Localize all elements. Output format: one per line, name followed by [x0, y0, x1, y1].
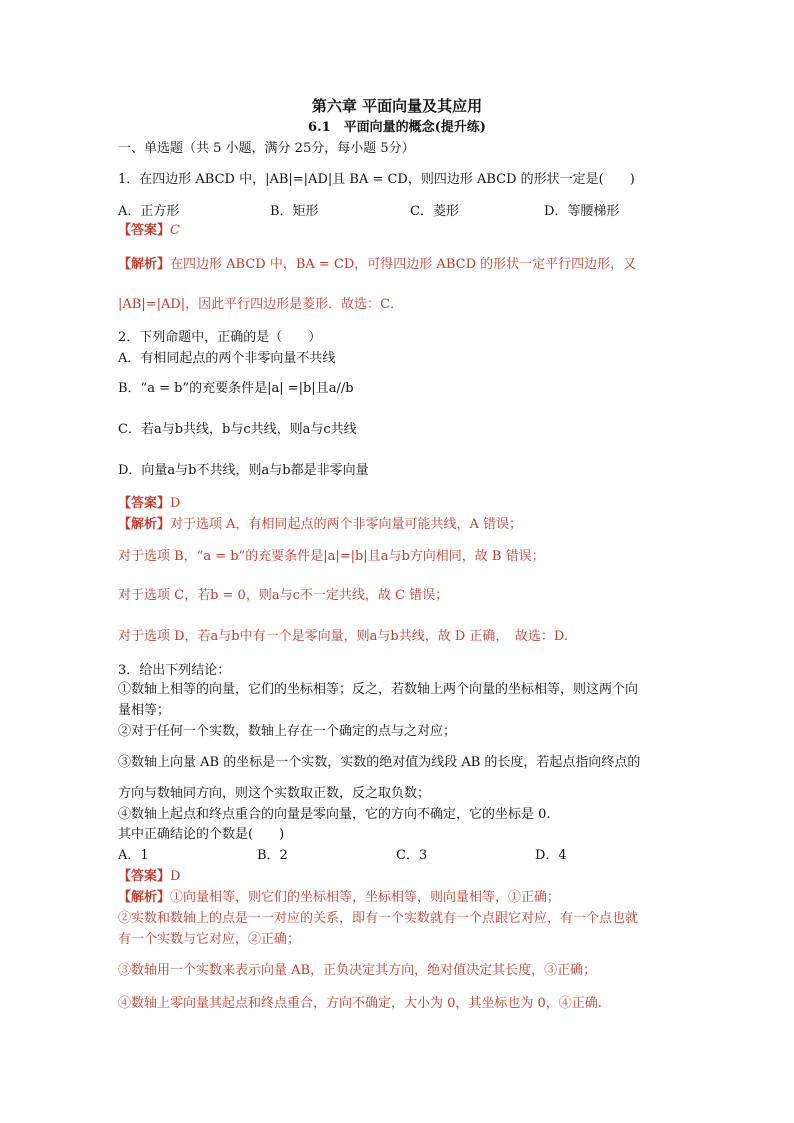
q2-answer	[118, 495, 180, 513]
answer-value: C	[170, 223, 180, 238]
answer-value: D	[170, 869, 181, 884]
q3-item2: ②对于任何一个实数，数轴上存在一个确定的点与之对应；	[118, 724, 457, 739]
q3-analysis-line3: 有一个实数与它对应，②正确；	[118, 932, 301, 947]
q3-option-a: A．1	[118, 848, 149, 863]
q1-analysis-line1	[118, 256, 636, 274]
analysis-text: 在四边形 ABCD 中，BA = CD，可得四边形 ABCD 的形状一定平行四边形，又	[170, 257, 637, 272]
q1-answer	[118, 222, 180, 240]
analysis-text: ①向量相等，则它们的坐标相等，坐标相等，则向量相等，①正确；	[170, 890, 561, 905]
q3-option-c: C．3	[396, 848, 428, 863]
answer-value: D	[170, 496, 181, 511]
q3-analysis-line2: ②实数和数轴上的点是一一对应的关系，即有一个实数就有一个点跟它对应，有一个点也就	[118, 911, 639, 926]
q3-option-d: D．4	[535, 848, 567, 863]
q3-options	[118, 847, 567, 865]
q1-analysis-line2: |AB|=|AD|，因此平行四边形是菱形．故选：C．	[118, 297, 404, 312]
q2-analysis-line2: 对于选项 B，“a = b”的充要条件是|a|=|b|且a与b方向相同，故 B 错误；	[118, 549, 545, 564]
q1-option-a: A．正方形	[118, 204, 180, 219]
q1-options	[118, 203, 619, 221]
q3-item1-line1: ①数轴上相等的向量，它们的坐标相等；反之，若数轴上两个向量的坐标相等，则这两个向	[118, 682, 639, 697]
q3-option-b: B．2	[257, 848, 288, 863]
answer-tag: 【答案】	[118, 496, 171, 511]
q3-item4: ④数轴上起点和终点重合的向量是零向量，它的方向不确定，它的坐标是 0.	[118, 807, 551, 822]
q2-analysis-line3: 对于选项 C，若b = 0，则a与c不一定共线，故 C 错误；	[118, 588, 449, 603]
q3-stem: 3．给出下列结论：	[118, 663, 231, 678]
q3-analysis-line5: ④数轴上零向量其起点和终点重合，方向不确定，大小为 0，其坐标也为 0，④正确.	[118, 996, 602, 1011]
q2-option-d: D．向量a与b不共线，则a与b都是非零向量	[118, 463, 369, 478]
q3-item3-line2: 方向与数轴同方向，则这个实数取正数，反之取负数；	[118, 786, 431, 801]
q2-option-b: B．“a = b”的充要条件是|a| =|b|且a//b	[118, 381, 354, 396]
q1-option-b: B．矩形	[270, 204, 319, 219]
q3-item1-line2: 量相等；	[118, 703, 171, 718]
q2-analysis-line1	[118, 516, 522, 534]
q3-analysis-line1	[118, 889, 560, 907]
analysis-tag: 【解析】	[118, 257, 171, 272]
analysis-tag: 【解析】	[118, 890, 171, 905]
answer-tag: 【答案】	[118, 223, 171, 238]
q3-item3-line1: ③数轴上向量 AB 的坐标是一个实数，实数的绝对值为线段 AB 的长度，若起点指向终点的	[118, 755, 641, 770]
q2-option-a: A．有相同起点的两个非零向量不共线	[118, 351, 336, 366]
q3-question: 其中正确结论的个数是( )	[118, 827, 285, 842]
q3-answer	[118, 868, 180, 886]
q1-option-c: C．菱形	[410, 204, 459, 219]
q1-stem: 1．在四边形 ABCD 中，|AB|=|AD|且 BA = CD，则四边形 ABCD 的形状一定是( )	[118, 172, 635, 187]
analysis-text: 对于选项 A，有相同起点的两个非零向量可能共线，A 错误；	[170, 517, 523, 532]
analysis-tag: 【解析】	[118, 517, 171, 532]
q2-stem: 2．下列命题中，正确的是（ ）	[118, 330, 322, 345]
chapter-title: 第六章 平面向量及其应用	[311, 97, 483, 115]
part-heading: 一、单选题（共 5 小题，满分 25分，每小题 5分）	[118, 141, 415, 156]
section-title: 6.1 平面向量的概念(提升练)	[308, 120, 486, 135]
q3-analysis-line4: ③数轴用一个实数来表示向量 AB，正负决定其方向，绝对值决定其长度，③正确；	[118, 963, 597, 978]
answer-tag: 【答案】	[118, 869, 171, 884]
q2-option-c: C．若a与b共线，b与c共线，则a与c共线	[118, 422, 357, 437]
q1-option-d: D．等腰梯形	[544, 204, 620, 219]
q2-analysis-line4: 对于选项 D，若a与b中有一个是零向量，则a与b共线，故 D 正确， 故选：D.	[118, 629, 568, 644]
